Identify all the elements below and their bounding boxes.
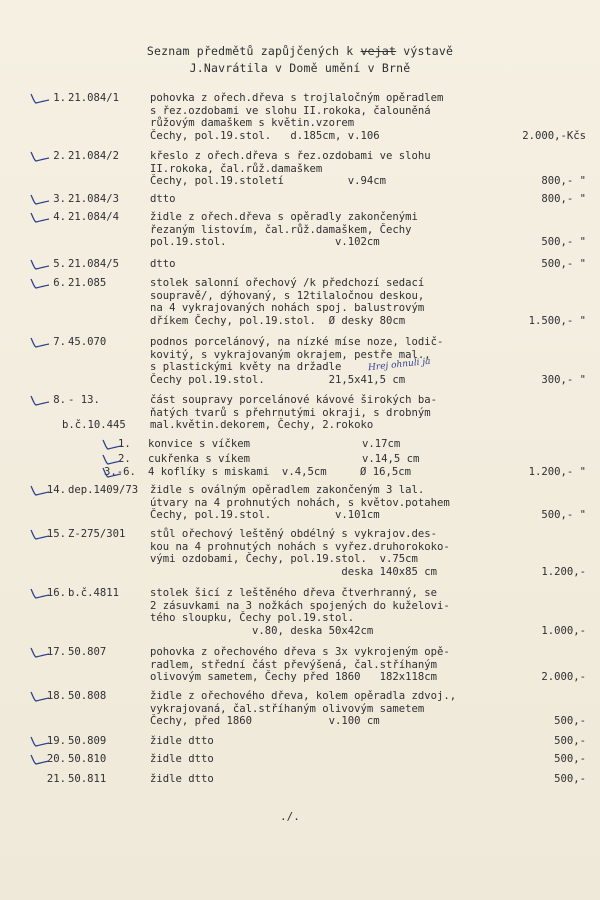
item-price: 800,- " [541,175,586,188]
description-line: Čechy, pol.19.století v.94cm [150,175,386,188]
item-number: 18. [46,690,66,702]
item-number: 2. [53,150,66,162]
description-line: dtto [150,193,176,205]
description-line: židle s oválným opěradlem zakončeným 3 lal. [150,484,425,496]
description-line: Čechy, pol.19.stol. d.185cm, v.106 [150,129,380,142]
description-line: řezaným listovím, čal.růž.damaškem, Čechy [150,223,412,236]
item-number: 6. [53,277,66,289]
subitem-description: cukřenka s víkem [148,453,251,465]
page-footer-mark: ./. [280,810,300,823]
item-number: 4. [53,211,66,223]
item-inventory-code: 21.084/3 [68,193,120,205]
item-price: 500,- [554,753,586,765]
description-line: stolek salonní ořechový /k předchozí sedací [150,277,425,289]
item-description [150,587,530,637]
item-inventory-code: 50.811 [68,773,107,785]
description-line: pohovka z ořechového dřeva s 3x vykrojeným opě- [150,646,450,658]
document-title-line-1 [0,44,600,58]
description-line: podnos porcelánový, na nízké míse noze, lodič- [150,336,444,348]
item-inventory-code: 50.810 [68,753,107,765]
description-line: židle z ořechového dřeva, kolem opěradla zdvoj., [150,690,457,702]
item-description [150,690,530,728]
tick-mark-icon [28,583,50,601]
description-line: deska 140x85 cm [150,565,438,578]
item-price: 1.500,- " [528,314,586,327]
description-line: křeslo z ořech.dřeva s řez.ozdobami ve slohu [150,150,431,162]
tick-mark-icon [28,273,50,291]
description-line: pohovka z ořech.dřeva s trojlaločným opěradlem [150,92,444,104]
item-description [150,394,530,432]
item-description [150,646,530,684]
tick-mark-icon [28,390,50,408]
description-line: židle dtto [150,753,214,765]
description-line: vykrajovaná, čal.stříhaným olivovým sametem [150,702,425,715]
item-inventory-code: b.č.4811 [68,587,120,599]
item-secondary-code: b.č.10.445 [62,419,126,432]
tick-mark-icon [28,731,50,749]
item-description [150,773,530,786]
description-line: židle dtto [150,773,214,785]
item-price: 2.000,-Kčs [522,129,586,142]
item-inventory-code: 21.084/4 [68,211,120,223]
subitem-dimension: v.17cm [362,438,401,450]
description-line: v.80, deska 50x42cm [150,624,374,637]
item-inventory-code: 21.084/1 [68,92,120,104]
item-number: 8. [53,394,66,406]
item-price: 1.000,- [541,624,586,637]
item-description [150,484,530,522]
item-number: 1. [53,92,66,104]
description-line: pol.19.stol. v.102cm [150,236,380,249]
description-line: 2 zásuvkami na 3 nožkách spojených do kuželovi- [150,599,450,612]
subitem-description: 4 koflíky s miskami v.4,5cm [148,466,327,478]
item-inventory-code: Z-275/301 [68,528,126,540]
tick-mark-icon [28,332,50,350]
item-description [150,258,530,271]
subitem-dimension: v.14,5 cm [362,453,420,465]
item-number: 5. [53,258,66,270]
tick-mark-icon [100,462,122,480]
item-number: 3. [53,193,66,205]
item-price: 500,- " [541,258,586,270]
tick-mark-icon [28,146,50,164]
item-number: 21. [46,773,66,785]
tick-mark-icon [28,524,50,542]
item-number: 19. [46,735,66,747]
document-title-line-2: J.Navrátila v Domě umění v Brně [189,61,411,75]
tick-mark-icon [28,88,50,106]
description-line: stolek šicí z leštěného dřeva čtverhranný, se [150,587,438,599]
description-line: s řez.ozdobami ve slohu II.rokoka, čalouněná [150,104,431,117]
handwritten-note: Hrej ohnuli ja [367,356,432,374]
description-line: radlem, střední část převýšená, čal.stříhaným [150,658,438,671]
item-price: 2.000,- [541,671,586,684]
item-price: 500,- [554,735,586,747]
item-inventory-code: - 13. [68,394,100,406]
description-line: s plastickými květy na držadle [150,361,342,374]
item-price: 500,- [554,715,586,728]
title-struck-word: vejat [360,44,397,58]
description-line: Čechy pol.19.stol. 21,5x41,5 cm [150,373,406,386]
description-line: olivovým sametem, Čechy před 1860 182x118cm [150,671,438,684]
item-price: 500,- " [541,509,586,522]
tick-mark-icon [28,749,50,767]
item-number: 17. [46,646,66,658]
description-line: židle z ořech.dřeva s opěradly zakončenými [150,211,418,223]
description-line: dtto [150,258,176,270]
description-line: kovitý, s vykrajovaným okrajem, pestře mal., [150,348,431,361]
description-line: kou na 4 prohnutých nohách s vyřez.druhorokoko- [150,540,450,553]
description-line: na 4 vykrajovaných nohách spoj. balustrovým [150,302,425,315]
subitem-price: 1.200,- " [528,466,586,478]
description-line: útvary na 4 prohnutých nohách, s květov.potahem [150,496,450,509]
item-description [150,150,530,188]
description-line: Čechy, pol.19.stol. v.101cm [150,509,380,522]
description-line: dříkem Čechy, pol.19.stol. Ø desky 80cm [150,314,406,327]
description-line: tého sloupku, Čechy pol.19.stol. [150,612,355,625]
description-line: II.rokoka, čal.růž.damaškem [150,162,323,175]
tick-mark-icon [28,686,50,704]
item-description [150,211,530,249]
item-description [150,528,530,578]
description-line: část soupravy porcelánové kávové širokých ba- [150,394,438,406]
subitem-number: 2. [118,453,131,465]
subitem-dimension: Ø 16,5cm [360,466,412,478]
tick-mark-icon [28,480,50,498]
item-inventory-code: 50.808 [68,690,107,702]
description-line: ňatých tvarů s přehrnutými okraji, s drobným [150,406,431,419]
description-line: Čechy, před 1860 v.100 cm [150,715,380,728]
item-description [150,735,530,748]
subitem-number: 1. [118,438,131,450]
item-inventory-code: 21.084/5 [68,258,120,270]
item-description [150,753,530,766]
item-price: 800,- " [541,193,586,205]
item-number: 7. [53,336,66,348]
item-description [150,193,530,206]
tick-mark-icon [28,642,50,660]
description-line: stůl ořechový leštěný obdélný s vykrajov.des- [150,528,438,540]
tick-mark-icon [28,189,50,207]
description-line: růžovým damaškem s květin.vzorem [150,117,355,130]
description-line: židle dtto [150,735,214,747]
item-inventory-code: dep.1409/73 [68,484,139,496]
subitem-number: 3.-6. [104,466,136,478]
item-description [150,92,530,142]
item-inventory-code: 21.085 [68,277,107,289]
item-price: 500,- [554,773,586,785]
item-inventory-code: 50.807 [68,646,107,658]
title-text-b: výstavě [396,44,454,58]
item-inventory-code: 21.084/2 [68,150,120,162]
item-number: 16. [46,587,66,599]
description-line: mal.květin.dekorem, Čechy, 2.rokoko [150,419,374,432]
item-inventory-code: 50.809 [68,735,107,747]
item-description [150,277,530,327]
item-price: 500,- " [541,236,586,249]
item-inventory-code: 45.070 [68,336,107,348]
title-text-a: Seznam předmětů zapůjčených k [146,44,361,58]
description-line: vými ozdobami, Čechy, pol.19.stol. v.75cm [150,553,418,566]
item-price: 300,- " [541,373,586,386]
subitem-description: konvice s víčkem [148,438,251,450]
item-number: 20. [46,753,66,765]
item-number: 14. [46,484,66,496]
item-number: 15. [46,528,66,540]
tick-mark-icon [28,254,50,272]
description-line: soupravě/, dýhovaný, s 12tilaločnou deskou, [150,289,425,302]
item-price: 1.200,- [541,565,586,578]
item-description [150,336,530,386]
tick-mark-icon [28,207,50,225]
